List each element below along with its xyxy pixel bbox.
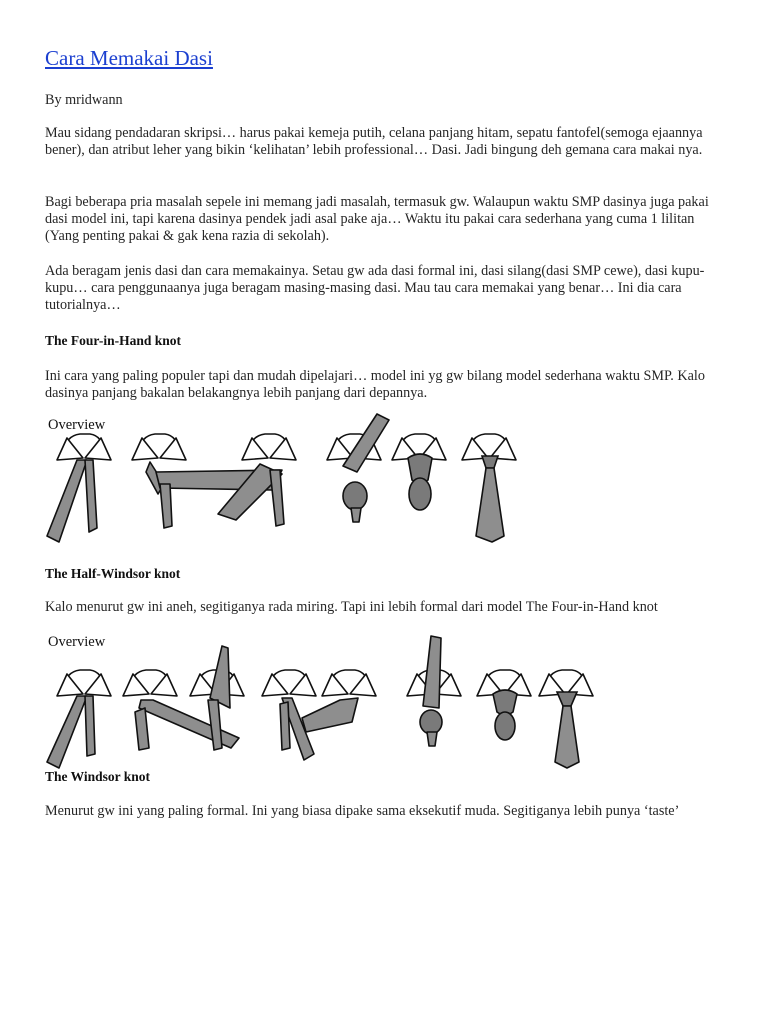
four-in-hand-diagram-strip [45, 410, 545, 550]
tie-step-4-illustration [327, 414, 389, 522]
intro-paragraph-3: Ada beragam jenis dasi dan cara memakainya. Setau gw ada dasi formal ini, dasi silang(dasi SMP cewe), dasi kupu-kupu… cara penggunaanya juga beragam masing-masing dasi. Mau tau cara memakai yang benar… Ini dia cara tutorialnya… [45, 263, 705, 313]
heading-half-windsor: The Half-Windsor knot [45, 566, 181, 581]
tie-step-5-illustration [392, 434, 446, 510]
tie-step-1-illustration [47, 670, 111, 768]
tie-step-1-illustration [47, 434, 111, 542]
windsor-paragraph: Menurut gw ini yang paling formal. Ini yang biasa dipake sama eksekutif muda. Segitiganya lebih punya ‘taste’ [45, 803, 680, 819]
heading-windsor: The Windsor knot [45, 769, 151, 784]
author-line: By mridwann [45, 92, 123, 108]
intro-paragraph-1: Mau sidang pendadaran skripsi… harus pakai kemeja putih, celana panjang hitam, sepatu fantofel(semoga ejaannya bener), dan atribut leher yang bikin ‘kelihatan’ lebih professional… Dasi. Jadi bingung deh gemana cara makai nya. [45, 125, 703, 158]
tie-step-6-illustration [462, 434, 516, 542]
tie-step-5-illustration [302, 670, 376, 732]
intro-paragraph-2: Bagi beberapa pria masalah sepele ini memang jadi masalah, termasuk gw. Walaupun waktu SMP dasinya juga pakai dasi model ini, tapi karena dasinya pendek jadi asal pake aja… Waktu itu pakai cara sederhana yang cuma 1 lilitan (Yang penting pakai & gak kena razia di sekolah). [45, 194, 709, 244]
heading-four-in-hand: The Four-in-Hand knot [45, 333, 182, 348]
half-windsor-paragraph: Kalo menurut gw ini aneh, segitiganya rada miring. Tapi ini lebih formal dari model The Four-in-Hand knot [45, 599, 658, 615]
tie-step-6-illustration [407, 636, 461, 746]
half-windsor-overview-label: Overview [48, 634, 106, 650]
tie-step-8-illustration [539, 670, 593, 768]
four-in-hand-paragraph: Ini cara yang paling populer tapi dan mudah dipelajari… model ini yg gw bilang model sederhana waktu SMP. Kalo dasinya panjang bakalan belakangnya lebih panjang dari depannya. [45, 368, 705, 401]
half-windsor-diagram-strip [45, 628, 605, 773]
tie-step-7-illustration [477, 670, 531, 740]
page-title-link[interactable]: Cara Memakai Dasi [45, 46, 213, 70]
four-in-hand-overview-label: Overview [48, 417, 106, 433]
